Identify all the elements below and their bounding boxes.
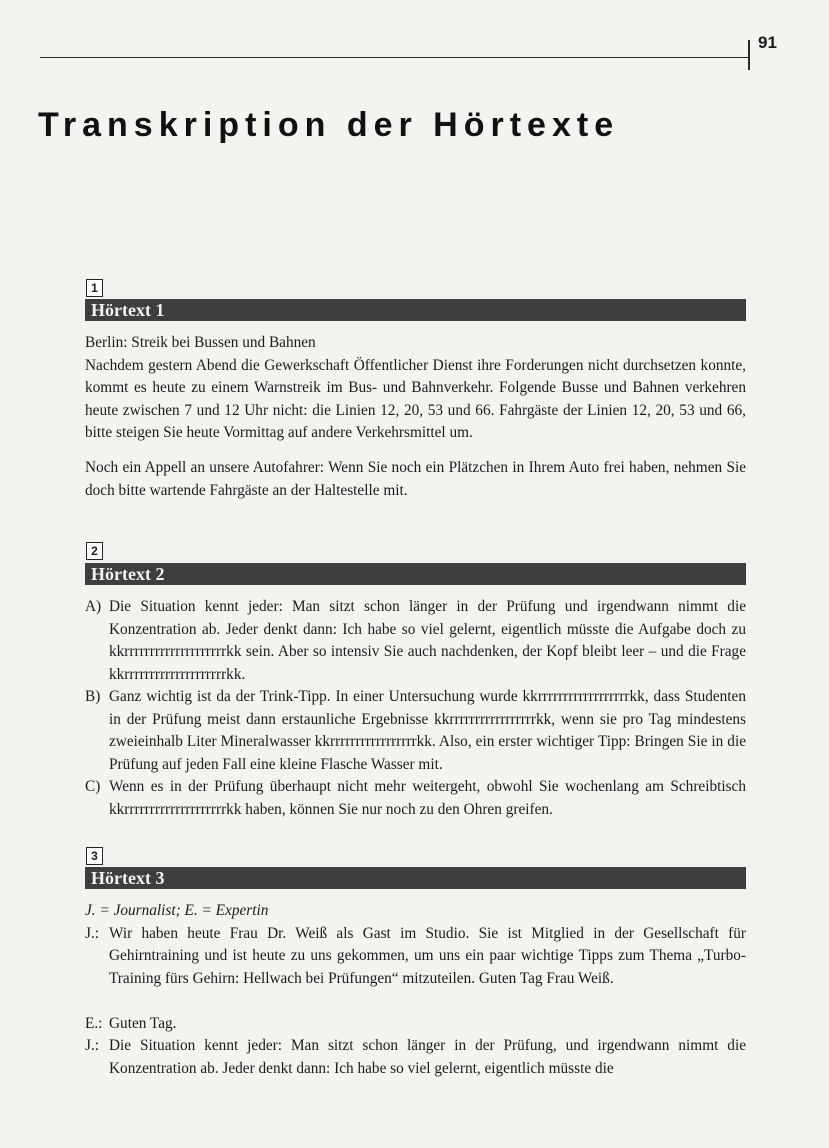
header-divider — [748, 40, 750, 70]
header-rule — [40, 57, 749, 58]
item-text: Wenn es in der Prüfung überhaupt nicht mehr weitergeht, obwohl Sie wochenlang am Schreibtisch kkrrrrrrrrrrrrrrrrrrrrkk haben, können Sie nur noch zu den Ohren greifen. — [109, 778, 746, 818]
section-2-heading: Hörtext 2 — [85, 563, 746, 585]
speaker-label: J.: — [85, 924, 100, 942]
section-2-item-a — [85, 596, 746, 686]
section-2-number: 2 — [86, 542, 103, 560]
section-3-item-3 — [85, 1035, 746, 1080]
section-1-subtitle: Berlin: Streik bei Bussen und Bahnen — [85, 334, 316, 351]
section-3-heading: Hörtext 3 — [85, 867, 746, 889]
item-text: Ganz wichtig ist da der Trink-Tipp. In einer Untersuchung wurde kkrrrrrrrrrrrrrrrrrrkk, dass Studenten in der Prüfung meist dann erstaunliche Ergebnisse kkrrrrrrrrrrrrrrrrrkk, wenn sie pro Tag mindestens zweieinhalb Liter Mineralwasser kkrrrrrrrrrrrrrrrrrkk. Also, ein erster wichtiger Tipp: Bringen Sie in die Prüfung auf jeden Fall eine kleine Flasche Wasser mit. — [109, 688, 746, 773]
item-label: B) — [85, 688, 101, 705]
section-2-item-b — [85, 686, 746, 776]
section-2-item-c — [85, 776, 746, 821]
page-number: 91 — [758, 33, 777, 52]
section-1-number: 1 — [86, 279, 103, 297]
item-text: Die Situation kennt jeder: Man sitzt schon länger in der Prüfung und irgendwann nimmt die Konzentration ab. Jeder denkt dann: Ich habe so viel gelernt, eigentlich müsste die Aufgabe doch zu kkrrrrrrrrrrrrrrrrrrrrkk sein. Aber so intensiv Sie auch nachdenken, der Kopf bleibt leer – und die Frage kkrrrrrrrrrrrrrrrrrrrrkk. — [109, 598, 746, 683]
section-1-heading: Hörtext 1 — [85, 299, 746, 321]
item-label: C) — [85, 778, 101, 795]
section-1-paragraph-2: Noch ein Appell an unsere Autofahrer: Wenn Sie noch ein Plätzchen in Ihrem Auto frei haben, nehmen Sie doch bitte wartende Fahrgäste an der Haltestelle mit. — [85, 459, 746, 499]
speaker-text: Wir haben heute Frau Dr. Weiß als Gast im Studio. Sie ist Mitglied in der Gesellschaft für Gehirntraining und ist heute zu uns gekommen, um uns ein paar wichtige Tipps zum Thema „Turbo-Training fürs Gehirn: Hellwach bei Prüfungen“ mitzuteilen. Guten Tag Frau Weiß. — [109, 924, 746, 987]
section-3-item-2 — [85, 1013, 746, 1036]
speaker-label: E.: — [85, 1014, 103, 1032]
item-label: A) — [85, 598, 102, 615]
section-1-paragraph-1: Nachdem gestern Abend die Gewerkschaft Öffentlicher Dienst ihre Forderungen nicht durchsetzen konnte, kommt es heute zu einem Warnstreik im Bus- und Bahnverkehr. Folgende Busse und Bahnen verkehren heute zwischen 7 und 12 Uhr nicht: die Linien 12, 20, 53 und 66. Fahrgäste der Linien 12, 20, 53 und 66, bitte steigen Sie heute Vormittag auf andere Verkehrsmittel um. — [85, 356, 746, 441]
speaker-text: Die Situation kennt jeder: Man sitzt schon länger in der Prüfung, und irgendwann nimmt die Konzentration ab. Jeder denkt dann: Ich habe so viel gelernt, eigentlich müsste die — [109, 1037, 746, 1077]
page-title: Transkription der Hörtexte — [38, 106, 620, 144]
section-3-legend: J. = Journalist; E. = Expertin — [85, 902, 269, 919]
speaker-label: J.: — [85, 1037, 100, 1054]
section-3-number: 3 — [86, 847, 103, 865]
speaker-text: Guten Tag. — [109, 1014, 177, 1032]
section-3-item-1 — [85, 923, 746, 991]
